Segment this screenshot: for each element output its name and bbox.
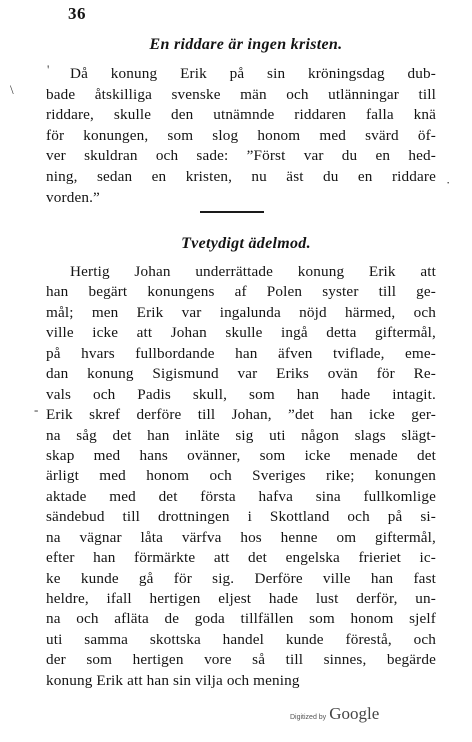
text-line: riddare, skulle den utnämnde riddaren falla knä	[46, 106, 436, 124]
text-line: heldre, ifall hertigen eljest hade lust derför, un-	[46, 590, 436, 607]
text-line: Då konung Erik på sin kröningsdag dub-	[70, 65, 436, 82]
text-line: bade åtskilliga svenske män och utlänningar till	[46, 85, 436, 103]
text-line: ville icke att Johan skulle ingå detta giftermål,	[46, 324, 436, 342]
text-line: sändebud till drottningen i Skottland och på si-	[46, 508, 436, 526]
text-line: ver skuldran och sade: ”Först var du en hed-	[46, 147, 436, 165]
text-line: dan konung Sigismund var Eriks ovän för Re-	[46, 365, 436, 383]
watermark-prefix: Digitized by	[290, 714, 327, 721]
margin-mark: -	[34, 402, 39, 417]
text-line: på hvars fullbordande han äfven tviflade, eme-	[46, 344, 436, 362]
text-line: na såg det han inläte sig uti någon slags slägt-	[46, 426, 436, 444]
text-line: vorden.”	[46, 188, 100, 206]
page-number: 36	[68, 4, 86, 23]
watermark-brand: Google	[329, 704, 380, 723]
section-heading-1: En riddare är ingen kristen.	[149, 36, 343, 53]
margin-mark: \	[10, 82, 14, 97]
paragraph-2	[46, 262, 436, 691]
text-line: na och afläta de goda tillfällen som honom sjelf	[46, 610, 436, 628]
section-divider	[200, 211, 264, 213]
text-line: Erik skref derföre till Johan, ”det han icke ger-	[46, 406, 436, 424]
text-line: ärligt med honom och Sveriges rike; konungen	[46, 467, 436, 485]
text-line: efter han förmärkte att det engelska frieriet ic-	[46, 549, 436, 567]
digitization-watermark	[290, 704, 379, 724]
text-line: konung Erik att han sin vilja och mening	[46, 671, 300, 689]
text-line: ning, sedan en kristen, nu äst du en riddare	[46, 167, 436, 185]
text-line: Hertig Johan underrättade konung Erik att	[70, 263, 436, 280]
text-line: na vägnar låta värfva hos henne om giftermål,	[46, 528, 436, 546]
margin-mark: ·	[446, 175, 451, 190]
text-line: aktade med det första hafva sina fullkomlige	[46, 487, 436, 505]
text-line: mål; men Erik var ingalunda nöjd härmed, och	[46, 303, 436, 321]
text-line: för konungen, som slog honom med svärd öf-	[46, 126, 436, 144]
text-line: der som hertigen vore så till sinnes, begärde	[46, 651, 436, 669]
text-line: ke kunde gå för sig. Derföre ville han fast	[46, 569, 436, 587]
text-line: uti samma skottska handel kunde förestå, och	[46, 630, 436, 648]
section-heading-2: Tvetydigt ädelmod.	[181, 235, 311, 252]
text-line: han begärt konungens af Polen syster till ge-	[46, 283, 436, 301]
margin-mark: '	[47, 62, 50, 77]
text-line: skap med hans ovänner, som icke menade det	[46, 446, 436, 464]
paragraph-1	[46, 64, 436, 208]
text-line: vals och Padis skull, som han hade intagit.	[46, 385, 436, 403]
